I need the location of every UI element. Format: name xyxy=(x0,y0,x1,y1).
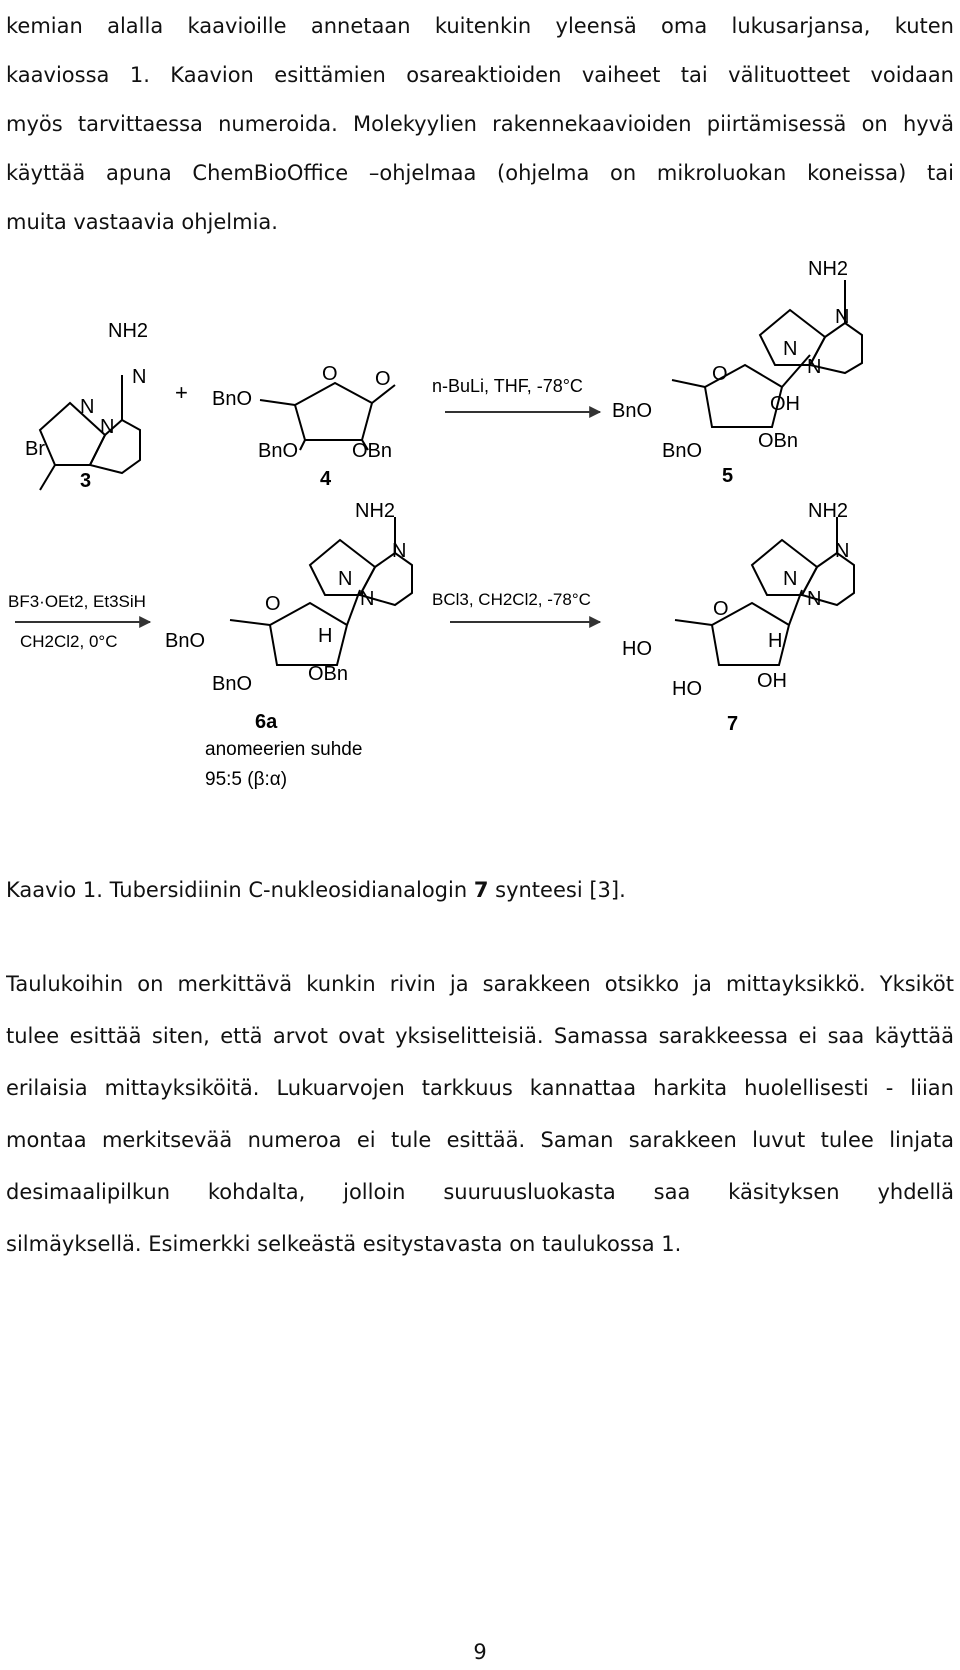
intro-paragraph xyxy=(6,2,954,247)
atom-label: N xyxy=(783,568,798,590)
caption-compound-number: 7 xyxy=(473,878,489,902)
plus-sign: + xyxy=(175,380,188,405)
atom-label: HO xyxy=(672,678,702,700)
body-line: erilaisia mittayksiköitä. Lukuarvojen tarkkuus kannattaa harkita huolellisesti - liian xyxy=(6,1076,954,1100)
atom-label: OBn xyxy=(758,430,799,452)
atom-label: NH2 xyxy=(355,500,396,522)
atom-label: BnO xyxy=(212,388,253,410)
compound-label: 6a xyxy=(255,711,278,733)
atom-label: BnO xyxy=(258,440,299,462)
body-paragraph xyxy=(6,958,954,1270)
atom-label: BnO xyxy=(662,440,703,462)
atom-label: OBn xyxy=(352,440,393,462)
atom-label: N xyxy=(392,540,407,562)
atom-label: OH xyxy=(770,393,800,415)
compound-label: 4 xyxy=(320,468,332,490)
ratio-value: 95:5 (β:α) xyxy=(205,769,288,790)
reaction-scheme xyxy=(0,255,960,855)
reagent-label-3: BCl3, CH2Cl2, -78°C xyxy=(432,590,591,609)
compound-7-structure xyxy=(675,517,854,665)
atom-label: BnO xyxy=(612,400,653,422)
atom-label: BnO xyxy=(212,673,253,695)
ratio-label: anomeerien suhde xyxy=(205,739,363,760)
atom-label: N xyxy=(80,396,95,418)
atom-label: O xyxy=(265,593,281,615)
body-line: silmäyksellä. Esimerkki selkeästä esitystavasta on taulukossa 1. xyxy=(6,1232,682,1256)
atom-label: N xyxy=(807,356,822,378)
body-line: tulee esittää siten, että arvot ovat yksiselitteisiä. Samassa sarakkeessa ei saa käyttää xyxy=(6,1024,954,1048)
atom-label: N xyxy=(783,338,798,360)
atom-label: BnO xyxy=(165,630,206,652)
body-line: desimaalipilkun kohdalta, jolloin suuruusluokasta saa käsityksen yhdellä xyxy=(6,1180,954,1204)
atom-label: NH2 xyxy=(808,500,849,522)
atom-label: O xyxy=(713,598,729,620)
atom-label: HO xyxy=(622,638,652,660)
atom-label: NH2 xyxy=(108,320,149,342)
scheme-caption xyxy=(6,878,626,902)
intro-line: muita vastaavia ohjelmia. xyxy=(6,210,278,234)
atom-label: H xyxy=(318,625,333,647)
caption-prefix: Kaavio 1. Tubersidiinin C-nukleosidianalogin xyxy=(6,878,474,902)
atom-label: N xyxy=(835,540,850,562)
atom-label: N xyxy=(132,366,147,388)
atom-label: N xyxy=(360,588,375,610)
compound-5-structure xyxy=(672,280,862,427)
reagent-label-2-top: BF3·OEt2, Et3SiH xyxy=(8,592,146,611)
atom-label: O xyxy=(375,368,391,390)
atom-label: OH xyxy=(757,670,787,692)
atom-label: NH2 xyxy=(808,258,849,280)
atom-label: N xyxy=(835,306,850,328)
atom-label: N xyxy=(100,416,115,438)
atom-label: O xyxy=(712,363,728,385)
atom-label: N xyxy=(807,588,822,610)
body-line: montaa merkitsevää numeroa ei tule esittää. Saman sarakkeen luvut tulee linjata xyxy=(6,1128,954,1152)
intro-line: kemian alalla kaavioille annetaan kuitenkin yleensä oma lukusarjansa, kuten xyxy=(6,14,954,38)
intro-line: käyttää apuna ChemBioOffice –ohjelmaa (ohjelma on mikroluokan koneissa) tai xyxy=(6,161,954,185)
body-line: Taulukoihin on merkittävä kunkin rivin ja sarakkeen otsikko ja mittayksikkö. Yksiköt xyxy=(6,972,954,996)
atom-label: Br xyxy=(25,438,45,460)
compound-label: 7 xyxy=(727,713,739,735)
reagent-label-2-bottom: CH2Cl2, 0°C xyxy=(20,632,118,651)
reagent-label-1: n-BuLi, THF, -78°C xyxy=(432,376,583,396)
atom-label: H xyxy=(768,630,783,652)
compound-label: 5 xyxy=(722,465,734,487)
caption-suffix: synteesi [3]. xyxy=(488,878,626,902)
atom-label: OBn xyxy=(308,663,349,685)
intro-line: kaaviossa 1. Kaavion esittämien osareaktioiden vaiheet tai välituotteet voidaan xyxy=(6,63,954,87)
page-number: 9 xyxy=(473,1640,487,1664)
intro-line: myös tarvittaessa numeroida. Molekyylien rakennekaavioiden piirtämisessä on hyvä xyxy=(6,112,954,136)
compound-label: 3 xyxy=(80,470,92,492)
atom-label: O xyxy=(322,363,338,385)
atom-label: N xyxy=(338,568,353,590)
